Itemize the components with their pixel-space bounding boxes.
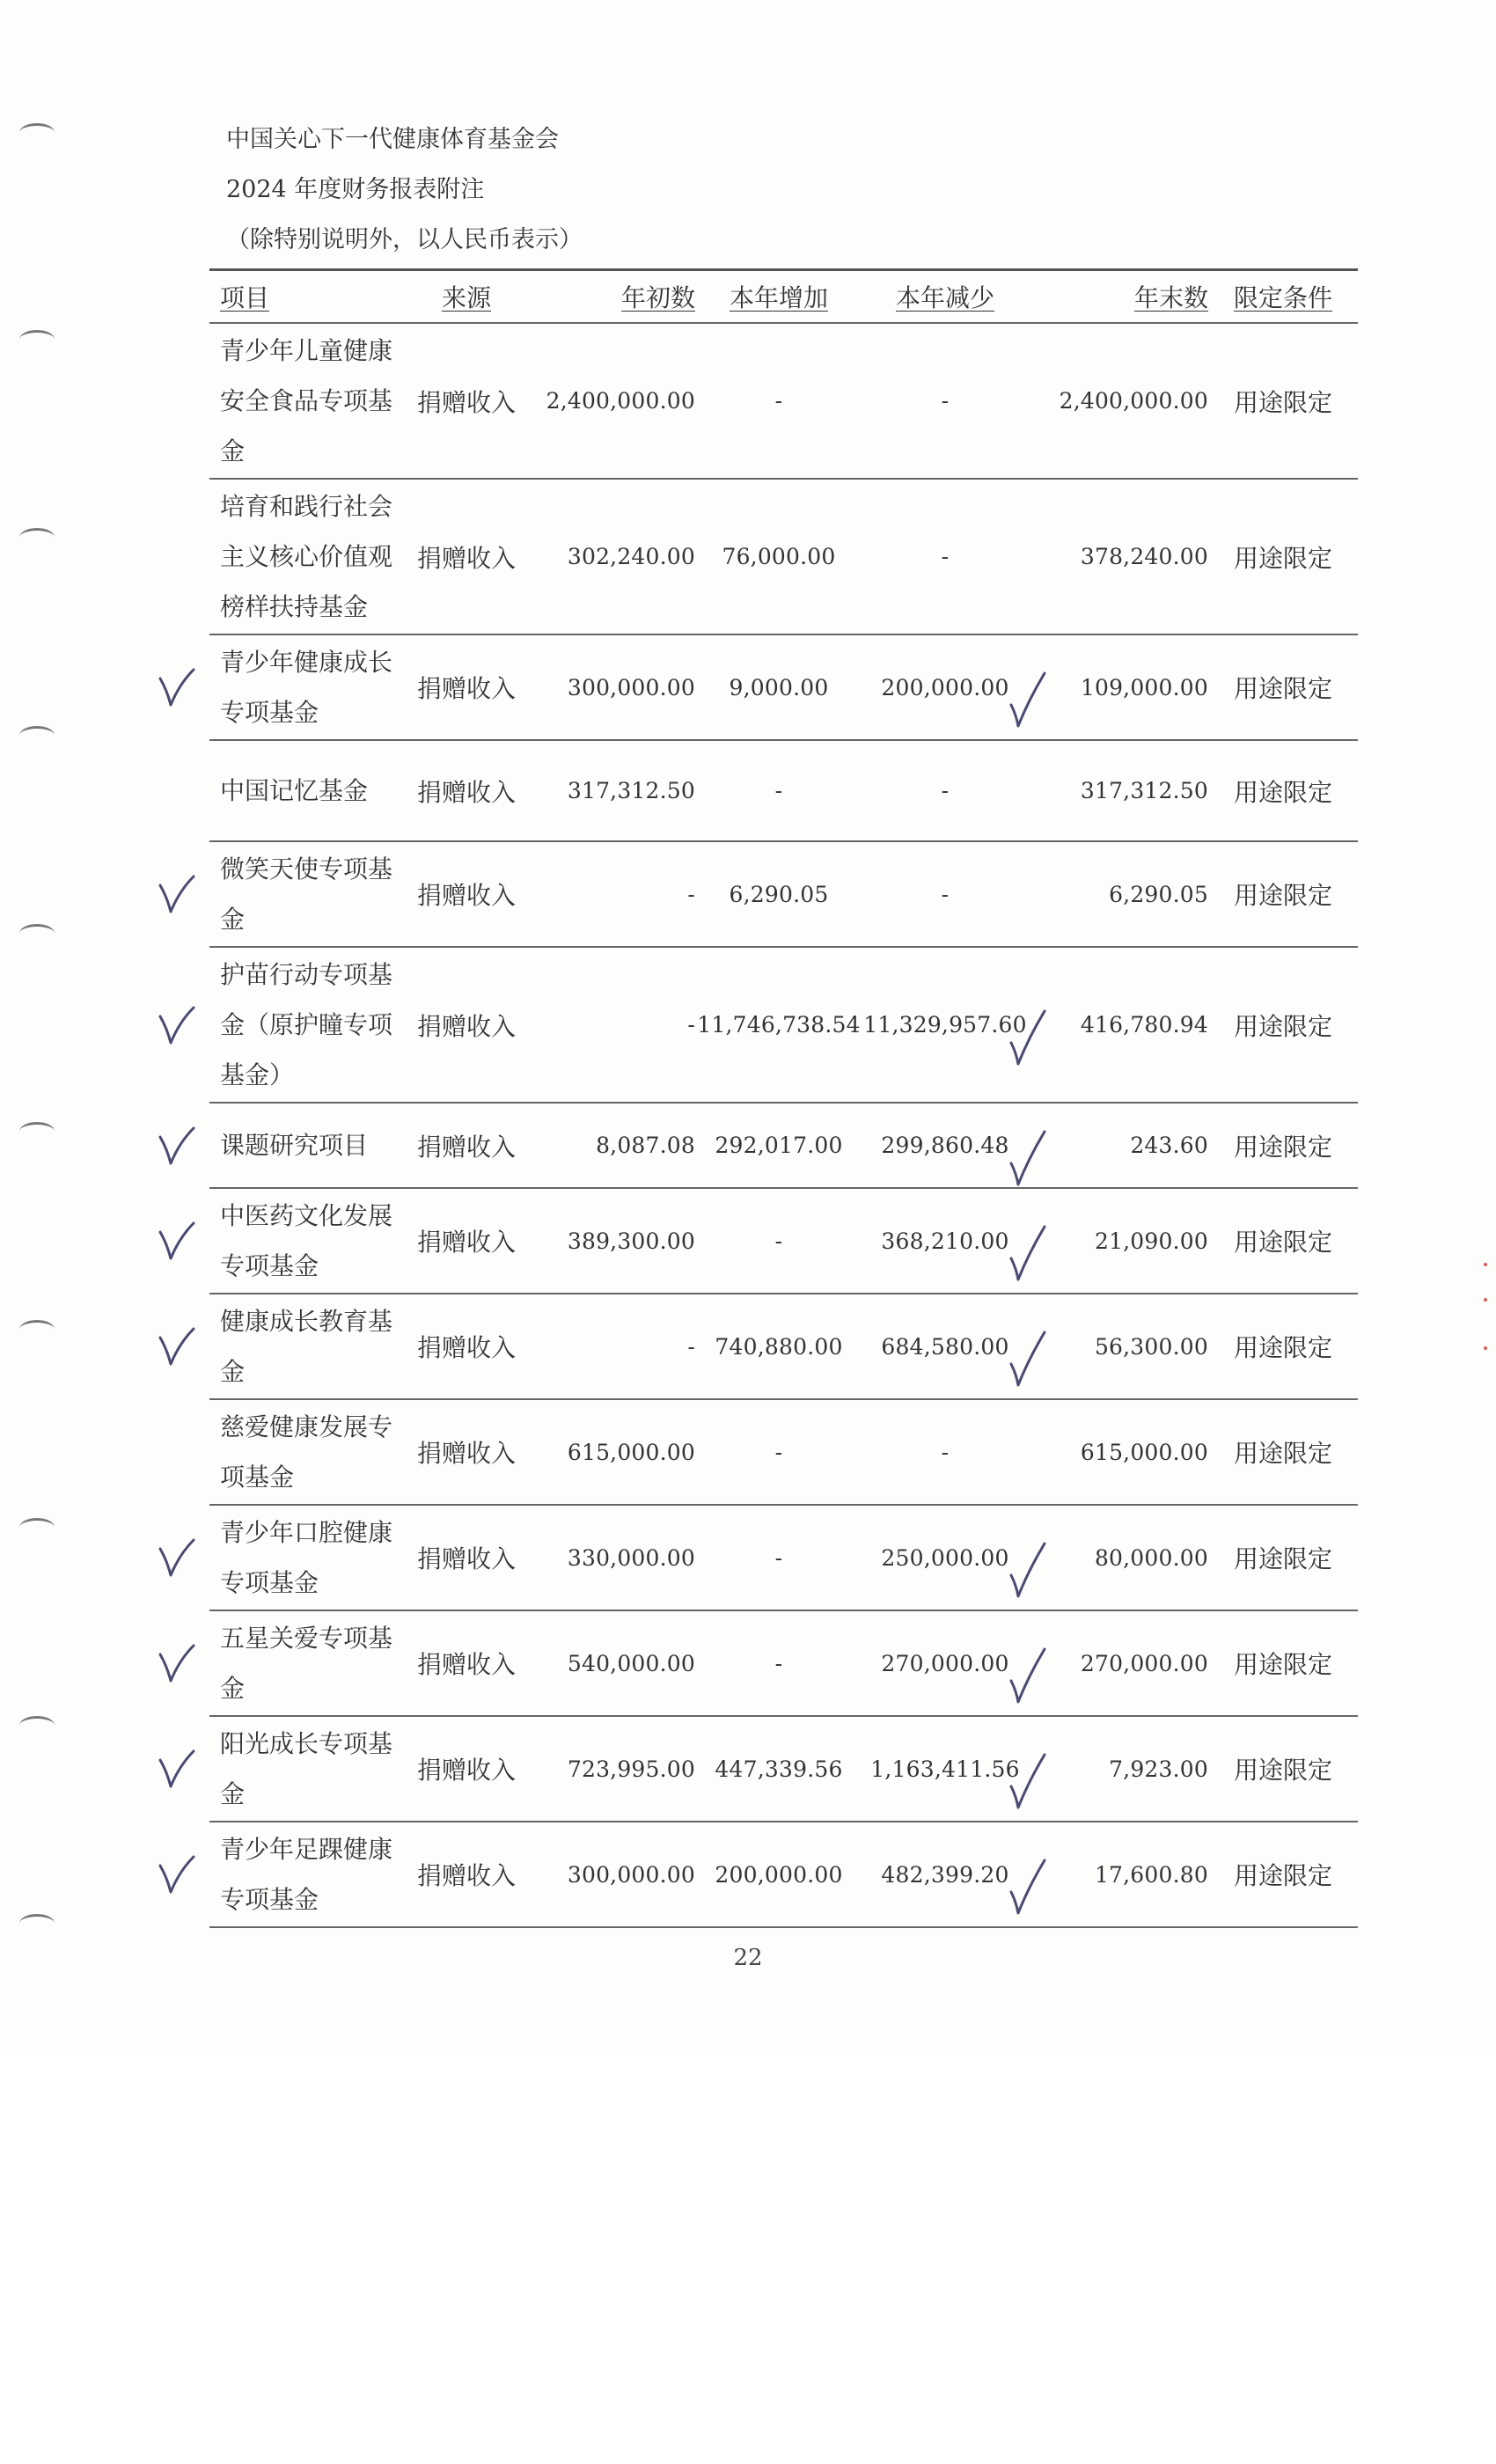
check-mark-icon bbox=[157, 1325, 197, 1369]
fund-name-line: 青少年健康成长 bbox=[220, 648, 393, 677]
opening-cell: 302,240.00 bbox=[567, 544, 695, 569]
source-cell: 捐赠收入 bbox=[416, 1333, 516, 1362]
col-header-item: 项目 bbox=[220, 283, 270, 312]
increase-cell: 740,880.00 bbox=[715, 1333, 843, 1360]
check-mark-icon bbox=[157, 1748, 197, 1792]
org-name: 中国关心下一代健康体育基金会 bbox=[226, 126, 559, 153]
table-row bbox=[209, 1104, 1358, 1189]
decrease-cell: 11,329,957.60 bbox=[863, 1012, 1027, 1038]
binder-hole bbox=[19, 924, 55, 942]
fund-name bbox=[209, 1400, 405, 1504]
table-row bbox=[209, 1822, 1358, 1928]
table-row bbox=[209, 1611, 1358, 1717]
table-row bbox=[209, 842, 1358, 948]
increase-cell: - bbox=[774, 778, 783, 803]
fund-name bbox=[209, 1822, 405, 1926]
restriction-cell: 用途限定 bbox=[1233, 1228, 1332, 1257]
fund-name-line: 榜样扶持基金 bbox=[220, 592, 369, 621]
source-cell: 捐赠收入 bbox=[416, 777, 516, 807]
opening-cell: 330,000.00 bbox=[567, 1544, 695, 1571]
opening-cell: - bbox=[687, 1333, 695, 1360]
scan-mark bbox=[1484, 1346, 1487, 1350]
table-row bbox=[209, 741, 1358, 842]
fund-name-line: 金（原护瞳专项 bbox=[220, 1010, 393, 1039]
fund-name-line: 青少年口腔健康 bbox=[220, 1518, 393, 1547]
closing-cell: 416,780.94 bbox=[1080, 1012, 1208, 1038]
col-header-closing: 年末数 bbox=[1133, 283, 1208, 312]
restriction-cell: 用途限定 bbox=[1233, 387, 1332, 417]
restriction-cell: 用途限定 bbox=[1233, 1439, 1332, 1468]
closing-cell: 2,400,000.00 bbox=[1059, 388, 1208, 414]
fund-name-line: 安全食品专项基 bbox=[220, 386, 393, 415]
fund-name-line: 项基金 bbox=[220, 1463, 295, 1492]
opening-cell: 615,000.00 bbox=[567, 1439, 695, 1465]
binder-hole bbox=[19, 528, 55, 546]
restriction-cell: 用途限定 bbox=[1233, 1132, 1332, 1162]
fund-name bbox=[209, 764, 405, 818]
fund-name-line: 中医药文化发展 bbox=[220, 1201, 393, 1230]
check-mark-icon bbox=[157, 873, 197, 917]
fund-name bbox=[209, 1611, 405, 1715]
check-mark-icon bbox=[157, 1853, 197, 1897]
source-cell: 捐赠收入 bbox=[416, 881, 516, 910]
increase-cell: 200,000.00 bbox=[715, 1861, 843, 1888]
check-mark-icon bbox=[157, 1536, 197, 1580]
closing-cell: 6,290.05 bbox=[1109, 881, 1208, 907]
increase-cell: - bbox=[774, 1544, 783, 1571]
increase-cell: - bbox=[774, 1439, 783, 1465]
document-header bbox=[226, 114, 583, 265]
closing-cell: 80,000.00 bbox=[1094, 1544, 1208, 1571]
fund-name-line: 慈爱健康发展专 bbox=[220, 1412, 393, 1441]
fund-name-line: 金 bbox=[220, 1674, 246, 1703]
decrease-cell: 200,000.00 bbox=[881, 674, 1009, 700]
col-header-decrease: 本年减少 bbox=[895, 283, 994, 312]
closing-cell: 270,000.00 bbox=[1080, 1650, 1208, 1676]
decrease-cell: - bbox=[941, 388, 950, 414]
col-header-opening: 年初数 bbox=[620, 283, 695, 312]
restriction-cell: 用途限定 bbox=[1233, 777, 1332, 807]
opening-cell: 300,000.00 bbox=[567, 674, 695, 700]
increase-cell: 292,017.00 bbox=[715, 1133, 843, 1158]
col-header-source: 来源 bbox=[441, 283, 491, 312]
fund-name-line: 金 bbox=[220, 905, 246, 934]
restriction-cell: 用途限定 bbox=[1233, 1011, 1332, 1041]
fund-name-line: 健康成长教育基 bbox=[220, 1307, 393, 1336]
fund-name-line: 课题研究项目 bbox=[220, 1131, 369, 1160]
closing-cell: 21,090.00 bbox=[1094, 1228, 1208, 1254]
fund-name-line: 金 bbox=[220, 1357, 246, 1386]
source-cell: 捐赠收入 bbox=[416, 1228, 516, 1257]
fund-name bbox=[209, 1717, 405, 1821]
source-cell: 捐赠收入 bbox=[416, 674, 516, 703]
fund-name-line: 基金） bbox=[220, 1060, 295, 1089]
fund-name bbox=[209, 948, 405, 1102]
fund-name-line: 五星关爱专项基 bbox=[220, 1624, 393, 1653]
fund-name-line: 专项基金 bbox=[220, 1251, 319, 1280]
fund-name-line: 金 bbox=[220, 1779, 246, 1808]
check-mark-icon bbox=[157, 666, 197, 710]
page-number: 22 bbox=[733, 1945, 763, 1971]
fund-name-line: 阳光成长专项基 bbox=[220, 1729, 393, 1758]
increase-cell: - bbox=[774, 1228, 783, 1254]
table-row bbox=[209, 1506, 1358, 1611]
binder-hole bbox=[19, 1716, 55, 1734]
col-header-restriction: 限定条件 bbox=[1233, 283, 1332, 312]
table-row bbox=[209, 1400, 1358, 1506]
fund-name bbox=[209, 842, 405, 946]
fund-name-line: 护苗行动专项基 bbox=[220, 960, 393, 989]
restriction-cell: 用途限定 bbox=[1233, 1650, 1332, 1679]
fund-name bbox=[209, 1506, 405, 1610]
restriction-cell: 用途限定 bbox=[1233, 881, 1332, 910]
opening-cell: 389,300.00 bbox=[567, 1228, 695, 1254]
fund-name-line: 专项基金 bbox=[220, 1568, 319, 1597]
binder-hole bbox=[19, 726, 55, 744]
binder-hole bbox=[19, 1122, 55, 1140]
check-mark-icon bbox=[157, 1004, 197, 1048]
table-row bbox=[209, 480, 1358, 635]
binder-hole bbox=[19, 1518, 55, 1536]
fund-name bbox=[209, 1189, 405, 1293]
opening-cell: 317,312.50 bbox=[567, 778, 695, 803]
opening-cell: 723,995.00 bbox=[567, 1756, 695, 1782]
source-cell: 捐赠收入 bbox=[416, 1132, 516, 1162]
fund-name bbox=[209, 480, 405, 634]
increase-cell: 6,290.05 bbox=[729, 881, 829, 907]
opening-cell: 300,000.00 bbox=[567, 1861, 695, 1888]
source-cell: 捐赠收入 bbox=[416, 1756, 516, 1785]
decrease-cell: 270,000.00 bbox=[881, 1650, 1009, 1676]
fund-name-line: 金 bbox=[220, 436, 246, 466]
decrease-cell: - bbox=[941, 778, 950, 803]
increase-cell: 9,000.00 bbox=[729, 674, 829, 700]
restriction-cell: 用途限定 bbox=[1233, 543, 1332, 573]
table-header-row bbox=[209, 271, 1358, 322]
table-row bbox=[209, 1717, 1358, 1822]
source-cell: 捐赠收入 bbox=[416, 1650, 516, 1679]
closing-cell: 109,000.00 bbox=[1080, 674, 1208, 700]
decrease-cell: 368,210.00 bbox=[881, 1228, 1009, 1254]
table-row bbox=[209, 635, 1358, 741]
binder-hole bbox=[19, 123, 55, 142]
binder-hole bbox=[19, 330, 55, 348]
increase-cell: 447,339.56 bbox=[715, 1756, 843, 1782]
opening-cell: - bbox=[687, 881, 695, 907]
opening-cell: 8,087.08 bbox=[596, 1133, 695, 1158]
restriction-cell: 用途限定 bbox=[1233, 1544, 1332, 1573]
report-title: 2024 年度财务报表附注 bbox=[226, 176, 485, 203]
opening-cell: 2,400,000.00 bbox=[546, 388, 695, 414]
scan-mark bbox=[1484, 1263, 1487, 1266]
opening-cell: - bbox=[687, 1012, 695, 1038]
decrease-cell: 684,580.00 bbox=[881, 1333, 1009, 1360]
source-cell: 捐赠收入 bbox=[416, 543, 516, 573]
source-cell: 捐赠收入 bbox=[416, 387, 516, 417]
restriction-cell: 用途限定 bbox=[1233, 1333, 1332, 1362]
fund-name bbox=[209, 635, 405, 739]
decrease-cell: - bbox=[941, 1439, 950, 1465]
decrease-cell: - bbox=[941, 544, 950, 569]
fund-name-line: 中国记忆基金 bbox=[220, 776, 369, 805]
table-row bbox=[209, 1294, 1358, 1400]
check-mark-icon bbox=[157, 1642, 197, 1686]
increase-cell: - bbox=[774, 1650, 783, 1676]
restriction-cell: 用途限定 bbox=[1233, 1756, 1332, 1785]
closing-cell: 7,923.00 bbox=[1109, 1756, 1208, 1782]
decrease-cell: - bbox=[941, 881, 950, 907]
fund-name bbox=[209, 324, 405, 478]
currency-note: （除特别说明外，以人民币表示） bbox=[226, 226, 583, 253]
source-cell: 捐赠收入 bbox=[416, 1544, 516, 1573]
table-row bbox=[209, 948, 1358, 1104]
scan-mark bbox=[1484, 1298, 1487, 1302]
check-mark-icon bbox=[157, 1220, 197, 1264]
increase-cell: - bbox=[774, 388, 783, 414]
fund-name-line: 青少年足踝健康 bbox=[220, 1835, 393, 1864]
fund-name-line: 专项基金 bbox=[220, 1885, 319, 1914]
decrease-cell: 482,399.20 bbox=[881, 1861, 1009, 1888]
restriction-cell: 用途限定 bbox=[1233, 1861, 1332, 1890]
closing-cell: 56,300.00 bbox=[1094, 1333, 1208, 1360]
increase-cell: 11,746,738.54 bbox=[697, 1012, 861, 1038]
col-header-increase: 本年增加 bbox=[729, 283, 828, 312]
fund-name-line: 青少年儿童健康 bbox=[220, 336, 393, 365]
restriction-cell: 用途限定 bbox=[1233, 674, 1332, 703]
table-row bbox=[209, 1189, 1358, 1294]
fund-name-line: 主义核心价值观 bbox=[220, 542, 393, 571]
decrease-cell: 250,000.00 bbox=[881, 1544, 1009, 1571]
fund-name bbox=[209, 1118, 405, 1172]
decrease-cell: 1,163,411.56 bbox=[870, 1756, 1020, 1782]
fund-name-line: 专项基金 bbox=[220, 698, 319, 727]
table-row bbox=[209, 324, 1358, 480]
closing-cell: 17,600.80 bbox=[1094, 1861, 1208, 1888]
binder-hole bbox=[19, 1320, 55, 1338]
closing-cell: 243.60 bbox=[1130, 1133, 1208, 1158]
closing-cell: 615,000.00 bbox=[1080, 1439, 1208, 1465]
binder-hole bbox=[19, 1914, 55, 1932]
fund-name-line: 微笑天使专项基 bbox=[220, 854, 393, 884]
fund-table bbox=[209, 268, 1358, 1928]
closing-cell: 317,312.50 bbox=[1080, 778, 1208, 803]
fund-name bbox=[209, 1294, 405, 1398]
closing-cell: 378,240.00 bbox=[1080, 544, 1208, 569]
source-cell: 捐赠收入 bbox=[416, 1439, 516, 1468]
increase-cell: 76,000.00 bbox=[722, 544, 836, 569]
source-cell: 捐赠收入 bbox=[416, 1861, 516, 1890]
check-mark-icon bbox=[157, 1125, 197, 1169]
opening-cell: 540,000.00 bbox=[567, 1650, 695, 1676]
decrease-cell: 299,860.48 bbox=[881, 1133, 1009, 1158]
source-cell: 捐赠收入 bbox=[416, 1011, 516, 1041]
fund-name-line: 培育和践行社会 bbox=[220, 492, 393, 521]
